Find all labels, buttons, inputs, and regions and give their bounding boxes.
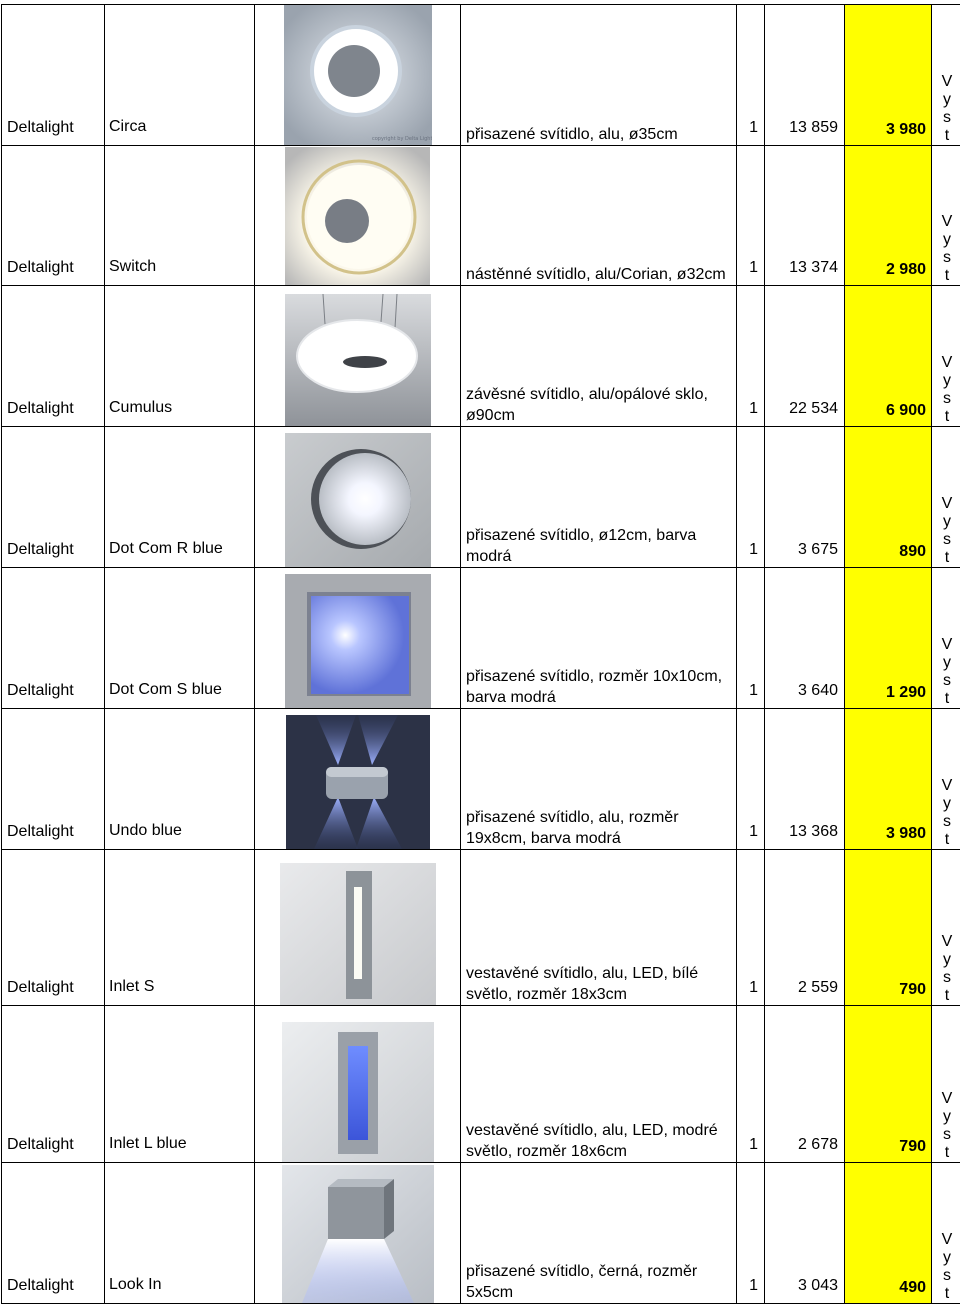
quantity: 1 [737,1006,765,1163]
product-description: vestavěné svítidlo, alu, LED, modré světlo, rozměr 18x6cm [461,1075,736,1162]
table-row [2,427,960,568]
table-row [2,146,960,286]
table-row [2,568,960,709]
table-row [2,5,960,146]
round-wall-light-icon [285,147,430,285]
original-price: 13 374 [765,146,845,286]
stock-letter: y [932,513,960,531]
product-image-cell [255,286,461,427]
product-name: Look In [105,1163,255,1304]
stock-text [932,1090,960,1162]
stock-status [932,427,960,568]
stock-letter: s [932,1267,960,1285]
stock-letter: t [932,1144,960,1162]
stock-letter: s [932,969,960,987]
table-row [2,850,960,1006]
stock-text [932,777,960,849]
product-description: závěsné svítidlo, alu/opálové sklo, ø90cm [461,339,736,426]
stock-letter: s [932,813,960,831]
quantity: 1 [737,568,765,709]
quantity: 1 [737,286,765,427]
brand-cell: Deltalight [2,1163,105,1304]
stock-status [932,5,960,146]
stock-letter: V [932,495,960,513]
quantity: 1 [737,427,765,568]
stock-letter: V [932,933,960,951]
stock-letter: y [932,795,960,813]
up-down-wall-light-icon [286,715,430,849]
product-name: Inlet L blue [105,1006,255,1163]
description-cell [461,1163,737,1304]
recessed-blue-light-icon [282,1022,434,1162]
stock-letter: t [932,408,960,426]
product-description: přisazené svítidlo, alu, ø35cm [461,79,736,145]
stock-letter: y [932,951,960,969]
product-name: Undo blue [105,709,255,850]
product-image-cell [255,1163,461,1304]
quantity: 1 [737,146,765,286]
description-cell [461,5,737,146]
original-price: 3 640 [765,568,845,709]
stock-status [932,1006,960,1163]
quantity: 1 [737,1163,765,1304]
product-image-cell [255,1006,461,1163]
stock-letter: y [932,1108,960,1126]
product-name: Inlet S [105,850,255,1006]
stock-letter: t [932,987,960,1005]
quantity: 1 [737,709,765,850]
stock-text [932,354,960,426]
stock-text [932,933,960,1005]
brand-cell: Deltalight [2,568,105,709]
product-name: Switch [105,146,255,286]
round-spot-light-icon [285,433,431,567]
sale-price: 790 [845,1006,932,1163]
description-cell [461,568,737,709]
product-description: přisazené svítidlo, alu, rozměr 19x8cm, barva modrá [461,762,736,849]
product-image-cell [255,146,461,286]
original-price: 13 859 [765,5,845,146]
description-cell [461,286,737,427]
product-name: Dot Com S blue [105,568,255,709]
original-price: 3 043 [765,1163,845,1304]
original-price: 13 368 [765,709,845,850]
stock-letter: s [932,672,960,690]
stock-status [932,568,960,709]
cube-downlight-icon [282,1165,434,1303]
brand-cell: Deltalight [2,146,105,286]
product-name: Cumulus [105,286,255,427]
stock-letter: t [932,831,960,849]
product-description: přisazené svítidlo, rozměr 10x10cm, barva modrá [461,621,736,708]
svg-text:copyright by Delta Light: copyright by Delta Light [372,136,432,142]
product-name: Dot Com R blue [105,427,255,568]
description-cell [461,709,737,850]
description-cell [461,1006,737,1163]
description-cell [461,146,737,286]
sale-price: 490 [845,1163,932,1304]
stock-letter: s [932,109,960,127]
stock-status [932,146,960,286]
quantity: 1 [737,5,765,146]
description-cell [461,427,737,568]
product-table [1,4,960,1304]
quantity: 1 [737,850,765,1006]
product-description: přisazené svítidlo, ø12cm, barva modrá [461,480,736,567]
original-price: 2 678 [765,1006,845,1163]
stock-letter: t [932,127,960,145]
pendant-light-icon [285,294,431,426]
stock-letter: y [932,654,960,672]
sale-price: 2 980 [845,146,932,286]
product-image-cell [255,568,461,709]
brand-cell: Deltalight [2,5,105,146]
product-name: Circa [105,5,255,146]
stock-status [932,709,960,850]
original-price: 22 534 [765,286,845,427]
stock-letter: V [932,213,960,231]
brand-cell: Deltalight [2,1006,105,1163]
sale-price: 3 980 [845,709,932,850]
brand-cell: Deltalight [2,850,105,1006]
product-description: vestavěné svítidlo, alu, LED, bílé světlo, rozměr 18x3cm [461,918,736,1005]
stock-text [932,1231,960,1303]
stock-status [932,1163,960,1304]
stock-letter: y [932,231,960,249]
stock-letter: s [932,531,960,549]
product-image-cell [255,427,461,568]
stock-letter: V [932,1090,960,1108]
stock-letter: y [932,372,960,390]
stock-status [932,850,960,1006]
table-row [2,1006,960,1163]
table-row [2,709,960,850]
square-blue-light-icon [285,574,431,708]
product-description: přisazené svítidlo, černá, rozměr 5x5cm [461,1216,736,1303]
stock-letter: V [932,354,960,372]
stock-letter: V [932,1231,960,1249]
sale-price: 6 900 [845,286,932,427]
product-description: nástěnné svítidlo, alu/Corian, ø32cm [461,219,736,285]
stock-letter: V [932,73,960,91]
stock-letter: y [932,91,960,109]
stock-text [932,636,960,708]
table-row [2,1163,960,1304]
stock-status [932,286,960,427]
stock-text [932,213,960,285]
sale-price: 3 980 [845,5,932,146]
stock-letter: t [932,267,960,285]
brand-cell: Deltalight [2,427,105,568]
description-cell [461,850,737,1006]
brand-cell: Deltalight [2,709,105,850]
original-price: 3 675 [765,427,845,568]
product-image-cell [255,850,461,1006]
original-price: 2 559 [765,850,845,1006]
stock-letter: s [932,1126,960,1144]
stock-letter: V [932,636,960,654]
sale-price: 790 [845,850,932,1006]
round-ceiling-light-icon [284,5,432,145]
brand-cell: Deltalight [2,286,105,427]
sale-price: 1 290 [845,568,932,709]
stock-letter: t [932,690,960,708]
product-image-cell [255,5,461,146]
stock-text [932,495,960,567]
stock-letter: t [932,1285,960,1303]
sale-price: 890 [845,427,932,568]
stock-letter: V [932,777,960,795]
stock-text [932,73,960,145]
stock-letter: s [932,390,960,408]
stock-letter: s [932,249,960,267]
stock-letter: t [932,549,960,567]
table-row [2,286,960,427]
recessed-slot-light-icon [280,863,436,1005]
stock-letter: y [932,1249,960,1267]
product-image-cell [255,709,461,850]
